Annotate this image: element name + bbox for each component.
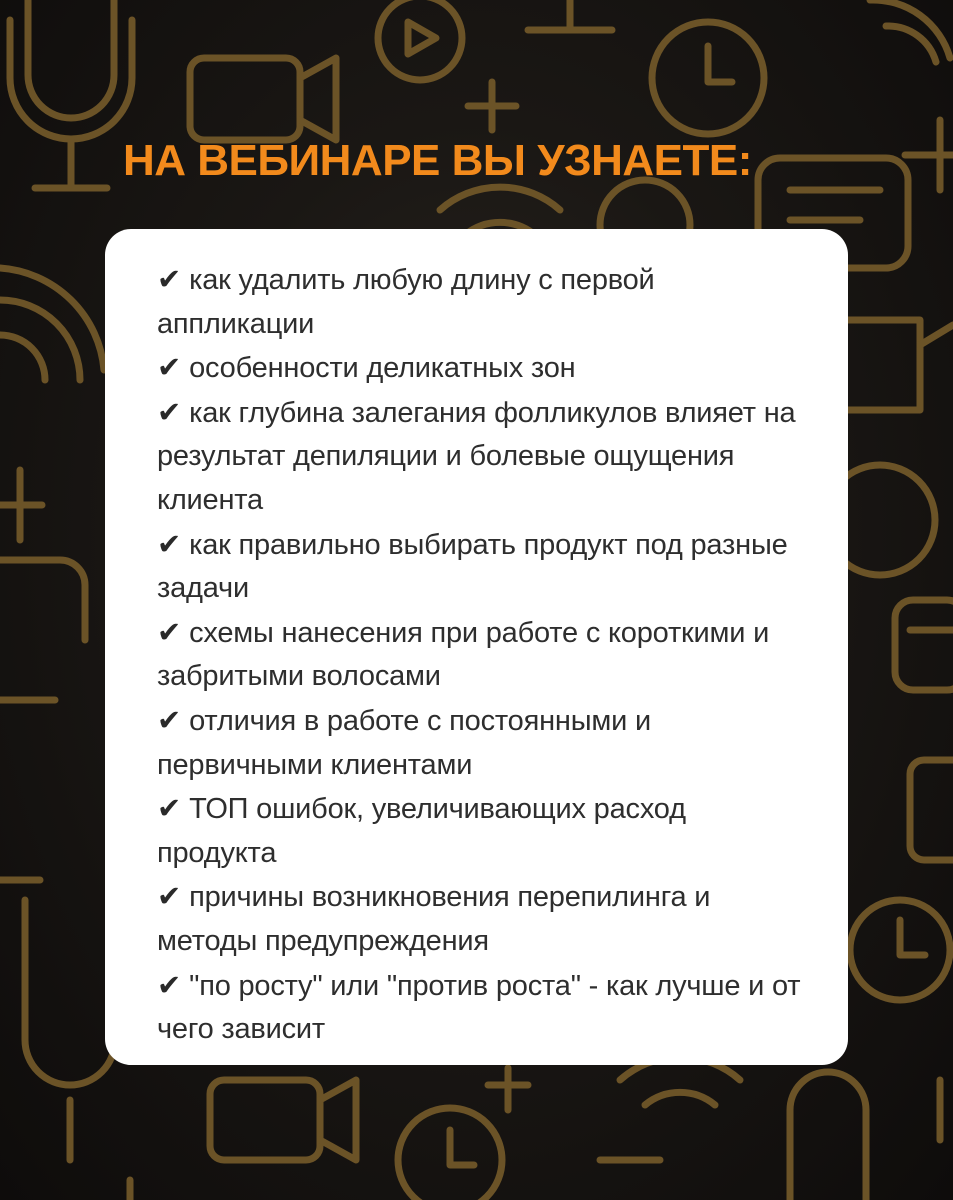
check-icon: ✔ (157, 614, 182, 649)
wifi-icon (0, 268, 104, 380)
video-camera-icon (848, 320, 953, 410)
check-icon: ✔ (157, 262, 182, 296)
topics-card (105, 229, 848, 1065)
microphone-icon (790, 1072, 866, 1200)
plus-icon (528, 0, 612, 30)
video-camera-icon (190, 58, 336, 140)
list-item (157, 787, 808, 875)
check-icon: ✔ (157, 702, 182, 737)
check-icon: ✔ (157, 350, 182, 385)
microphone-icon (10, 0, 132, 188)
list-item (157, 346, 808, 391)
list-item-text: схемы нанесения при работе с короткими и забритыми волосами (157, 616, 770, 693)
check-icon: ✔ (157, 967, 182, 1002)
play-icon (378, 0, 462, 80)
list-item-text: как удалить любую длину с первой аппликации (157, 264, 655, 340)
wifi-icon (870, 0, 950, 62)
list-item-text: особенности деликатных зон (189, 352, 576, 385)
check-icon: ✔ (157, 879, 182, 914)
check-icon: ✔ (157, 394, 182, 429)
check-icon: ✔ (157, 526, 182, 561)
plus-icon (468, 82, 516, 130)
page-title: НА ВЕБИНАРЕ ВЫ УЗНАЕТЕ: (123, 136, 752, 185)
list-item (157, 875, 808, 963)
check-icon: ✔ (157, 791, 182, 826)
plus-icon (0, 470, 42, 540)
list-item (157, 391, 808, 523)
chat-bubble-icon (895, 600, 953, 690)
list-item (157, 611, 808, 699)
clock-icon (652, 22, 764, 134)
plus-icon (488, 1068, 528, 1110)
list-item-text: ТОП ошибок, увеличивающих расход продукта (157, 793, 686, 869)
list-item-text: как глубина залегания фолликулов влияет на результат депиляции и болевые ощущения клиента (157, 396, 796, 516)
list-item-text: как правильно выбирать продукт под разные задачи (157, 528, 788, 605)
list-item-text: "по росту" или "против роста" - как лучше и от чего зависит (157, 969, 801, 1046)
topics-list (157, 258, 808, 1052)
microphone-icon (25, 900, 115, 1160)
list-item (157, 699, 808, 787)
list-item (157, 964, 808, 1052)
video-camera-icon (210, 1080, 356, 1160)
list-item-text: отличия в работе с постоянными и первичными клиентами (157, 704, 651, 781)
plus-icon (905, 120, 953, 190)
clock-icon (850, 900, 950, 1000)
list-item-text: причины возникновения перепилинга и методы предупреждения (157, 881, 711, 957)
list-item (157, 258, 808, 346)
clock-icon (398, 1108, 502, 1200)
list-item (157, 523, 808, 611)
